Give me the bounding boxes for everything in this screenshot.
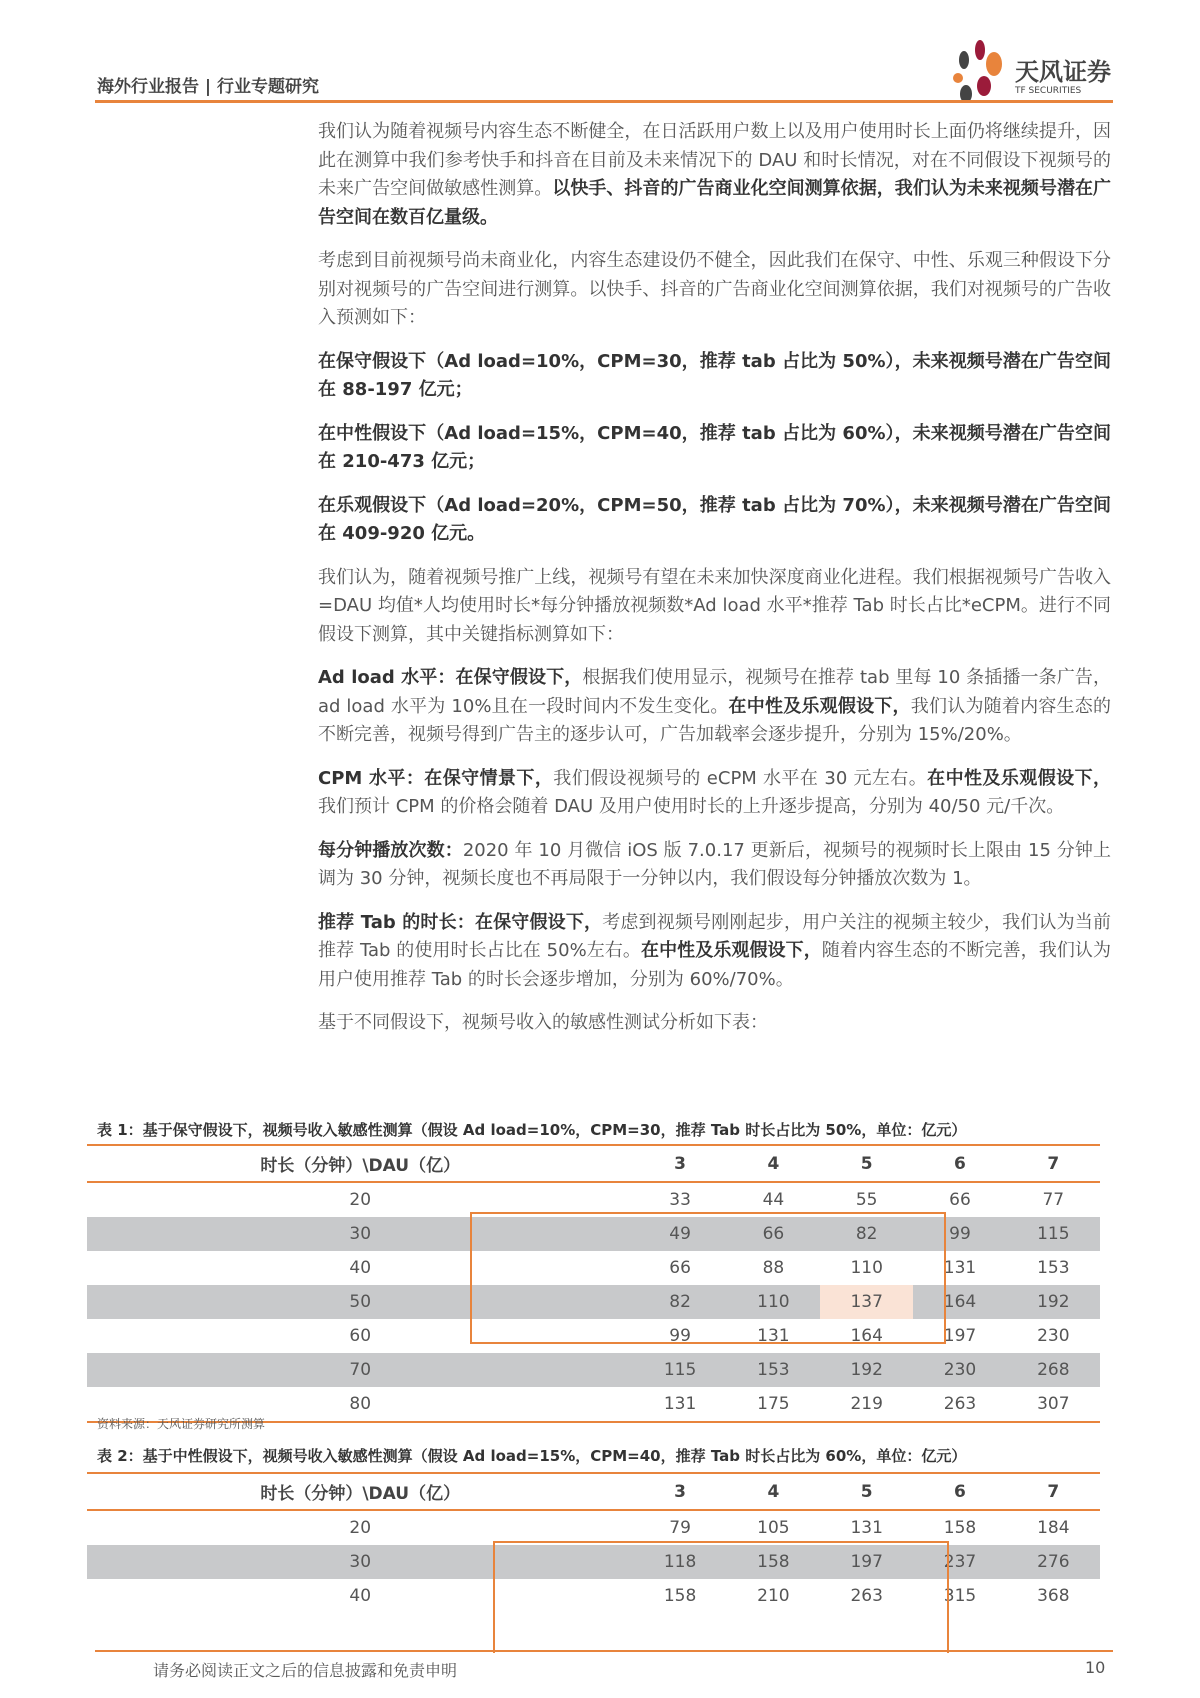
table-cell: 197	[943, 1326, 977, 1346]
column-header: 4	[727, 1145, 820, 1182]
table-cell: 40	[349, 1586, 372, 1606]
table1-highlight-box	[470, 1212, 946, 1344]
table-cell: 131	[850, 1518, 883, 1538]
table-cell: 131	[943, 1258, 977, 1278]
table-cell: 263	[850, 1586, 883, 1606]
column-header: 3	[633, 1473, 726, 1510]
table-cell: 230	[1037, 1326, 1070, 1346]
table-cell: 153	[727, 1353, 820, 1387]
table-cell: 66	[727, 1217, 820, 1251]
table-cell: 175	[727, 1387, 820, 1422]
footer-divider	[95, 1650, 1113, 1652]
table-row	[87, 1353, 1100, 1387]
table2-title: 表 2：基于中性假设下，视频号收入敏感性测算（假设 Ad load=15%，CPM=40，推荐 Tab 时长占比为 60%，单位：亿元）	[97, 1447, 967, 1465]
table-cell: 184	[1037, 1518, 1070, 1538]
paragraph: 每分钟播放次数：2020 年 10 月微信 iOS 版 7.0.17 更新后，视频号的视频时长上限由 15 分钟上调为 30 分钟，视频长度也不再局限于一分钟以内，我们假设每分钟播放次数为 1。	[318, 839, 1111, 889]
table-cell: 158	[943, 1518, 977, 1538]
paragraph: 在乐观假设下（Ad load=20%，CPM=50，推荐 tab 占比为 70%），未来视频号潜在广告空间在 409-920 亿元。	[318, 494, 1111, 544]
table-cell: 110	[727, 1285, 820, 1319]
table-cell: 210	[757, 1586, 790, 1606]
report-header-title: 海外行业报告 | 行业专题研究	[97, 77, 320, 97]
column-header: 6	[913, 1473, 1006, 1510]
table-cell: 88	[762, 1258, 785, 1278]
table-cell: 77	[1042, 1190, 1065, 1210]
table-cell: 164	[913, 1285, 1006, 1319]
table-cell: 30	[87, 1217, 633, 1251]
column-header: 3	[633, 1145, 726, 1182]
column-header: 6	[913, 1145, 1006, 1182]
table-cell: 30	[87, 1545, 633, 1579]
column-header: 4	[727, 1473, 820, 1510]
column-header: 时长（分钟）\DAU（亿）	[87, 1145, 633, 1182]
paragraph: CPM 水平：在保守情景下，我们假设视频号的 eCPM 水平在 30 元左右。在中性及乐观假设下，我们预计 CPM 的价格会随着 DAU 及用户使用时长的上升逐步提高，分别为 40/50 元/千次。	[318, 767, 1111, 817]
table-cell: 315	[943, 1586, 977, 1606]
table-cell: 20	[349, 1518, 372, 1538]
table-cell: 219	[820, 1387, 913, 1422]
table-cell: 70	[87, 1353, 633, 1387]
table-cell: 115	[633, 1353, 726, 1387]
table-cell: 99	[669, 1326, 691, 1346]
table-cell: 118	[633, 1545, 726, 1579]
logo-petals-icon	[950, 40, 1010, 105]
table-cell: 33	[669, 1190, 691, 1210]
table-cell: 192	[820, 1353, 913, 1387]
brand-name: 天风证券	[1015, 58, 1111, 86]
table-cell: 79	[669, 1518, 691, 1538]
table-cell: 115	[1007, 1217, 1100, 1251]
table-cell: 131	[757, 1326, 790, 1346]
table-cell: 158	[727, 1545, 820, 1579]
table-cell: 137	[820, 1285, 913, 1319]
brand-logo	[950, 40, 1120, 105]
table-header-row	[87, 1473, 1100, 1510]
table-cell: 40	[349, 1258, 372, 1278]
table-cell: 50	[87, 1285, 633, 1319]
paragraph: Ad load 水平：在保守假设下，根据我们使用显示，视频号在推荐 tab 里每 10 条插播一条广告，ad load 水平为 10%且在一段时间内不发生变化。在中性及乐观假设下，我们认为随着内容生态的不断完善，视频号得到广告主的逐步认可，广告加载率会逐步提升，分别为 15%/20%。	[318, 667, 1112, 745]
paragraph: 推荐 Tab 的时长：在保守假设下，考虑到视频号刚刚起步，用户关注的视频主较少，我们认为当前推荐 Tab 的使用时长占比在 50%左右。在中性及乐观假设下，随着内容生态的不断完善，我们认为用户使用推荐 Tab 的时长会逐步增加，分别为 60%/70%。	[318, 911, 1112, 990]
table-cell: 80	[87, 1387, 633, 1422]
table-row	[87, 1510, 1100, 1545]
table-cell: 153	[1037, 1258, 1070, 1278]
paragraph: 我们认为，随着视频号推广上线，视频号有望在未来加快深度商业化进程。我们根据视频号广告收入=DAU 均值*人均使用时长*每分钟播放视频数*Ad load 水平*推荐 Tab 时长占比*eCPM。进行不同假设下测算，其中关键指标测算如下：	[318, 566, 1111, 645]
source-note: 资料来源：天风证券研究所测算	[97, 1417, 266, 1431]
table-cell: 55	[855, 1190, 878, 1210]
brand-subtitle: TF SECURITIES	[1015, 86, 1082, 96]
page-number: 10	[1085, 1658, 1106, 1677]
table1-title: 表 1：基于保守假设下，视频号收入敏感性测算（假设 Ad load=10%，CPM=30，推荐 Tab 时长占比为 50%，单位：亿元）	[97, 1121, 967, 1139]
table-cell: 368	[1037, 1586, 1070, 1606]
table-cell: 197	[820, 1545, 913, 1579]
table-cell: 164	[850, 1326, 883, 1346]
column-header: 7	[1007, 1473, 1100, 1510]
table-cell: 60	[349, 1326, 372, 1346]
table-cell: 268	[1007, 1353, 1100, 1387]
table-cell: 276	[1007, 1545, 1100, 1579]
paragraph: 考虑到目前视频号尚未商业化，内容生态建设仍不健全，因此我们在保守、中性、乐观三种假设下分别对视频号的广告空间进行测算。以快手、抖音的广告商业化空间测算依据，我们对视频号的广告收入预测如下：	[318, 250, 1111, 328]
table-cell: 131	[633, 1387, 726, 1422]
table-header-row	[87, 1145, 1100, 1182]
body-text	[318, 118, 1111, 1053]
table-cell: 44	[762, 1190, 785, 1210]
table-cell: 49	[633, 1217, 726, 1251]
column-header: 时长（分钟）\DAU（亿）	[87, 1473, 633, 1510]
footer-disclaimer: 请务必阅读正文之后的信息披露和免责申明	[153, 1661, 458, 1680]
paragraph: 在中性假设下（Ad load=15%，CPM=40，推荐 tab 占比为 60%），未来视频号潜在广告空间在 210-473 亿元；	[318, 422, 1111, 472]
table2-highlight-box	[493, 1541, 949, 1653]
column-header: 5	[820, 1473, 913, 1510]
table-cell: 20	[349, 1190, 372, 1210]
table-cell: 237	[913, 1545, 1006, 1579]
column-header: 7	[1007, 1145, 1100, 1182]
table-cell: 82	[820, 1217, 913, 1251]
table-cell: 230	[913, 1353, 1006, 1387]
table-cell: 307	[1007, 1387, 1100, 1422]
paragraph: 基于不同假设下，视频号收入的敏感性测试分析如下表：	[318, 1012, 768, 1033]
table-cell: 82	[633, 1285, 726, 1319]
table-cell: 66	[949, 1190, 971, 1210]
paragraph: 我们认为随着视频号内容生态不断健全，在日活跃用户数上以及用户使用时长上面仍将继续提升，因此在测算中我们参考快手和抖音在目前及未来情况下的 DAU 和时长情况，对在不同假设下视频号的未来广告空间做敏感性测算。以快手、抖音的广告商业化空间测算依据，我们认为未来视频号潜在广告空间在数百亿量级。	[318, 121, 1112, 228]
header-divider	[95, 100, 1113, 103]
paragraph: 在保守假设下（Ad load=10%，CPM=30，推荐 tab 占比为 50%），未来视频号潜在广告空间在 88-197 亿元；	[318, 350, 1111, 400]
table-cell: 263	[913, 1387, 1006, 1422]
table-cell: 105	[757, 1518, 790, 1538]
table-cell: 110	[850, 1258, 883, 1278]
table-cell: 66	[669, 1258, 691, 1278]
table-cell: 158	[663, 1586, 697, 1606]
table-cell: 192	[1007, 1285, 1100, 1319]
table-cell: 99	[913, 1217, 1006, 1251]
column-header: 5	[820, 1145, 913, 1182]
